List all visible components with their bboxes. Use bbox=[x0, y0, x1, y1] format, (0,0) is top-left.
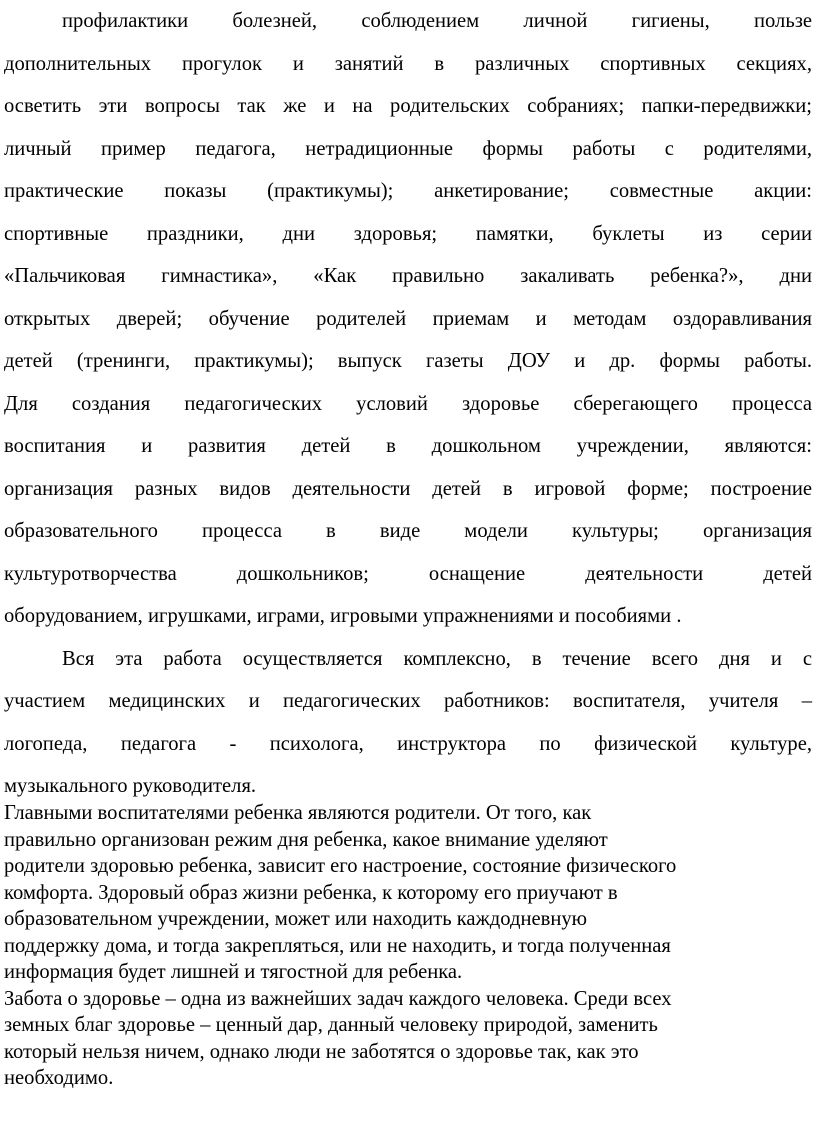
text-line: спортивные праздники, дни здоровья; памятки, буклеты из серии bbox=[4, 222, 812, 245]
text-line: дополнительных прогулок и занятий в различных спортивных секциях, bbox=[4, 52, 812, 75]
double-spaced-text-block bbox=[4, 0, 812, 808]
text-line: Для создания педагогических условий здоровье сберегающего процесса bbox=[4, 392, 812, 415]
paragraph-complex-work bbox=[4, 638, 812, 808]
text-line: культуротворчества дошкольников; оснащение деятельности детей bbox=[4, 562, 812, 585]
paragraph-parents-as-educators bbox=[4, 800, 812, 986]
text-line: родители здоровью ребенка, зависит его настроение, состояние физического bbox=[4, 855, 677, 877]
paragraph-care-for-health bbox=[4, 986, 812, 1092]
paragraph-health-work-with-parents bbox=[4, 0, 812, 638]
text-line: образовательном учреждении, может или находить каждодневную bbox=[4, 908, 588, 930]
text-line: образовательного процесса в виде модели культуры; организация bbox=[4, 520, 812, 542]
text-line: практические показы (практикумы); анкетирование; совместные акции: bbox=[4, 180, 812, 202]
text-line: правильно организован режим дня ребенка, какое внимание уделяют bbox=[4, 828, 608, 851]
text-line: осветить эти вопросы так же и на родительских собраниях; папки-передвижки; bbox=[4, 95, 812, 117]
text-line: личный пример педагога, нетрадиционные формы работы с родителями, bbox=[4, 137, 812, 160]
text-line: информация будет лишней и тягостной для ребенка. bbox=[4, 961, 463, 983]
text-line: Вся эта работа осуществляется комплексно, в течение всего дня и с bbox=[62, 647, 812, 670]
text-line: профилактики болезней, соблюдением личной гигиены, пользе bbox=[62, 10, 812, 32]
single-spaced-text-block bbox=[4, 800, 812, 1092]
text-line: логопеда, педагога - психолога, инструктора по физической культуре, bbox=[4, 732, 812, 755]
text-line: необходимо. bbox=[4, 1067, 114, 1089]
text-line: комфорта. Здоровый образ жизни ребенка, к которому его приучают в bbox=[4, 881, 618, 904]
text-line: детей (тренинги, практикумы); выпуск газеты ДОУ и др. формы работы. bbox=[4, 350, 812, 372]
text-line: участием медицинских и педагогических работников: воспитателя, учителя – bbox=[4, 690, 812, 712]
text-line: Главными воспитателями ребенка являются родители. От того, как bbox=[4, 802, 592, 824]
text-line: воспитания и развития детей в дошкольном учреждении, являются: bbox=[4, 435, 812, 457]
text-line: открытых дверей; обучение родителей приемам и методам оздоравливания bbox=[4, 307, 812, 330]
text-line: музыкального руководителя. bbox=[4, 775, 257, 797]
text-line: земных благ здоровье – ценный дар, данный человеку природой, заменить bbox=[4, 1014, 658, 1036]
text-line: «Пальчиковая гимнастика», «Как правильно закаливать ребенка?», дни bbox=[4, 265, 812, 287]
text-line: Забота о здоровье – одна из важнейших задач каждого человека. Среди всех bbox=[4, 987, 672, 1010]
text-line: поддержку дома, и тогда закрепляться, или не находить, и тогда полученная bbox=[4, 934, 671, 957]
text-line: оборудованием, игрушками, играми, игровыми упражнениями и пособиями . bbox=[4, 605, 682, 627]
text-line: организация разных видов деятельности детей в игровой форме; построение bbox=[4, 477, 812, 500]
text-line: который нельзя ничем, однако люди не заботятся о здоровье так, как это bbox=[4, 1040, 639, 1063]
